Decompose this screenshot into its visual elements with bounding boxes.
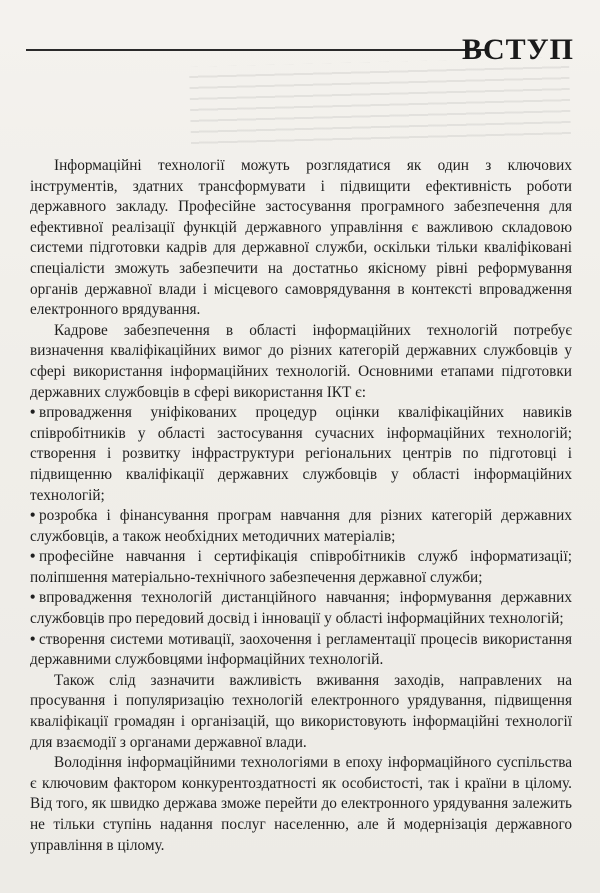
bullet-text: професійне навчання і сертифікація співробітників служб інформатизації; поліпшення матеріально-технічного забезпечення державної служби; bbox=[30, 548, 572, 586]
paragraph-conclusion: Володіння інформаційними технологіями в епоху інформаційного суспільства є ключовим фактором конкурентоздатності як особистості, так і країни в цілому. Від того, як швидко держава зможе перейти до електронного урядування залежить не тільки ступінь надання послуг населенню, але й модернізація державного управління в цілому. bbox=[30, 754, 572, 854]
paragraph-popularization: Також слід зазначити важливість вживання заходів, направлених на просування і популяризацію технологій електронного урядування, підвищення кваліфікації громадян і організацій, що використовують інформаційні технології для взаємодії з органами державної влади. bbox=[30, 671, 572, 751]
show-through-text bbox=[189, 57, 571, 147]
bullet-icon: • bbox=[30, 548, 36, 566]
bullet-icon: • bbox=[30, 507, 36, 525]
bullet-text: створення системи мотивації, заохочення і регламентації процесів використання державними службовцями інформаційних технологій. bbox=[30, 630, 572, 669]
bullet-item bbox=[30, 630, 572, 671]
header-rule bbox=[26, 49, 488, 51]
chapter-title: ВСТУП bbox=[461, 33, 574, 66]
bullet-text: впровадження технологій дистанційного навчання; інформування державних службовців про передовий досвід і інновації у області інформаційних технологій; bbox=[30, 589, 572, 628]
body-text bbox=[30, 156, 572, 856]
bullet-icon: • bbox=[30, 630, 36, 648]
bullet-item bbox=[30, 506, 572, 547]
bullet-icon: • bbox=[30, 404, 36, 422]
paragraph-intro: Інформаційні технології можуть розглядатися як один з ключових інструментів, здатних трансформувати і підвищити ефективність роботи державного закладу. Професійне застосування програмного забезпечення для ефективної реалізації функцій державного управління є важливою складовою системи підготовки кадрів для державної служби, оскільки тільки кваліфіковані спеціалісти зможуть забезпечити на достатньо якісному рівні реформування органів державної влади і місцевого самоврядування в контексті впровадження електронного врядування. bbox=[30, 157, 572, 319]
bullet-icon: • bbox=[30, 589, 36, 607]
bullet-item bbox=[30, 403, 572, 506]
bullet-text: розробка і фінансування програм навчання для різних категорій державних службовців, а також необхідних методичних матеріалів; bbox=[30, 507, 572, 545]
bullet-text: впровадження уніфікованих процедур оцінки кваліфікаційних навиків співробітників у області застосування сучасних інформаційних технологій; створення і розвитку інфраструктури регіональних центрів по підготовці і підвищенню кваліфікації державних службовців у області інформаційних технологій; bbox=[30, 404, 572, 504]
bullet-item bbox=[30, 547, 572, 588]
bullet-item bbox=[30, 588, 572, 629]
paragraph-staffing: Кадрове забезпечення в області інформаційних технологій потребує визначення кваліфікаційних вимог до різних категорій державних службовців у сфері використання інформаційних технологій. Основними етапами підготовки державних службовців в сфері використання ІКТ є: bbox=[30, 321, 572, 401]
